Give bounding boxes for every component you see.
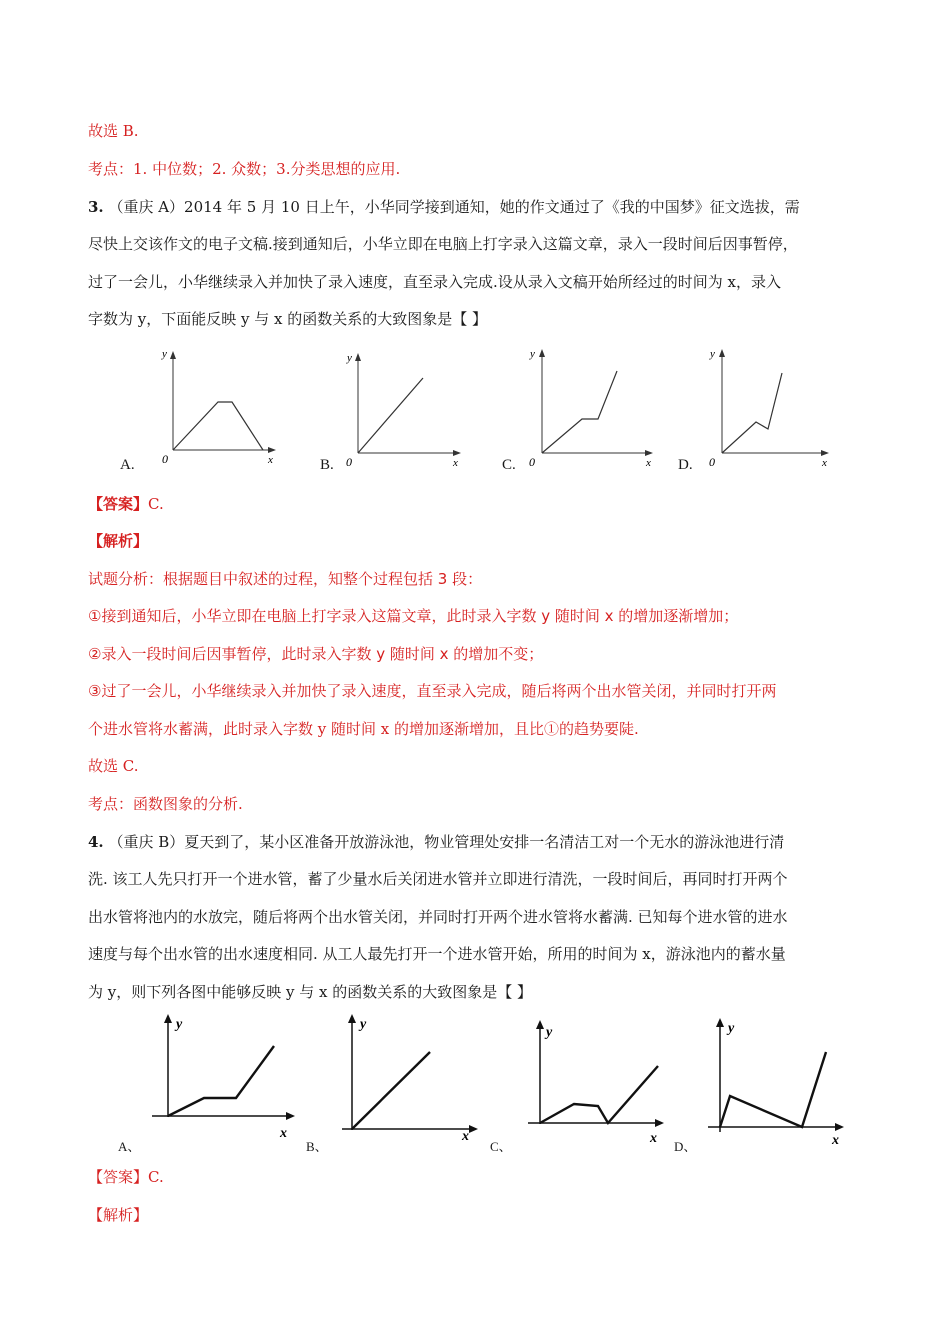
svg-text:x: x — [832, 1133, 839, 1148]
q3-analysis-2: ①接到通知后，小华立即在电脑上打字录入这篇文章，此时录入字数 y 随时间 x 的增加逐渐增加； — [88, 607, 739, 625]
q4-b-curve — [352, 1052, 430, 1129]
q3-graph-a — [118, 345, 278, 479]
q3-kaodian: 考点：函数图象的分析. — [88, 795, 243, 813]
q3-line-1: 3. （重庆 A）2014 年 5 月 10 日上午，小华同学接到通知，她的作文通过了《我的中国梦》征文选拔，需 — [88, 198, 800, 216]
q3-analysis-tag: 【解析】 — [88, 532, 149, 550]
svg-text:x: x — [462, 1129, 469, 1144]
q3-conclusion: 故选 C. — [88, 757, 139, 775]
svg-text:y: y — [176, 1017, 183, 1032]
q4-option-c: C、 — [490, 1139, 512, 1154]
q4-line-2: 洗. 该工人先只打开一个进水管，蓄了少量水后关闭进水管并立即进行清洗，一段时间后，再同时打开两个 — [88, 870, 788, 888]
q3-answer: 【答案】C. — [88, 495, 164, 513]
q3-a-xlabel: x — [268, 454, 273, 466]
svg-text:y: y — [710, 348, 715, 360]
q3-line-3: 过了一会儿，小华继续录入并加快了录入速度，直至录入完成.设从录入文稿开始所经过的时间为 x，录入 — [88, 273, 782, 291]
q4-line-5: 为 y，则下列各图中能够反映 y 与 x 的函数关系的大致图象是【 】 — [88, 983, 533, 1001]
q4-answer: 【答案】C. — [88, 1168, 164, 1186]
q3-a-curve — [173, 402, 263, 450]
q3-b-curve — [358, 378, 423, 453]
q4-graph-b — [304, 1012, 484, 1161]
svg-text:y: y — [360, 1017, 367, 1032]
q3-option-c: C. — [502, 457, 516, 473]
svg-text:x: x — [453, 457, 458, 469]
q3-line-4: 字数为 y，下面能反映 y 与 x 的函数关系的大致图象是【 】 — [88, 310, 488, 328]
q3-graph-c — [500, 345, 660, 479]
q4-option-a: A、 — [118, 1139, 141, 1154]
svg-text:0: 0 — [346, 455, 352, 469]
q3-analysis-3: ②录入一段时间后因事暂停，此时录入字数 y 随时间 x 的增加不变； — [88, 645, 544, 663]
q4-graph-c — [488, 1018, 668, 1162]
q4-number: 4. — [88, 833, 104, 851]
q3-graph-d — [676, 345, 836, 479]
q4-line-1: 4. （重庆 B）夏天到了，某小区准备开放游泳池，物业管理处安排一名清洁工对一个无水的游泳池进行清 — [88, 833, 785, 851]
prev-conclusion: 故选 B. — [88, 122, 139, 140]
q4-graph-a — [116, 1012, 296, 1161]
q4-graph-d — [672, 1016, 852, 1160]
svg-text:y: y — [347, 352, 352, 364]
q3-c-curve — [542, 371, 617, 453]
q3-analysis-1: 试题分析：根据题目中叙述的过程，知整个过程包括 3 段： — [88, 570, 483, 588]
q3-a-ylabel: y — [162, 348, 167, 360]
q4-c-curve — [540, 1066, 658, 1123]
q3-analysis-5: 个进水管将水蓄满，此时录入字数 y 随时间 x 的增加逐渐增加，且比①的趋势要陡. — [88, 720, 639, 738]
svg-text:0: 0 — [709, 455, 715, 469]
svg-text:x: x — [280, 1126, 287, 1141]
svg-text:x: x — [822, 457, 827, 469]
q3-option-d: D. — [678, 457, 693, 473]
svg-text:y: y — [546, 1025, 553, 1040]
svg-text:x: x — [650, 1131, 657, 1146]
prev-kaodian: 考点：1. 中位数；2. 众数；3.分类思想的应用. — [88, 160, 401, 178]
q4-analysis-tag: 【解析】 — [88, 1206, 149, 1224]
q3-line-2: 尽快上交该作文的电子文稿.接到通知后，小华立即在电脑上打字录入这篇文章，录入一段时间后因事暂停， — [88, 235, 798, 253]
svg-text:y: y — [728, 1021, 735, 1036]
q3-option-b: B. — [320, 457, 334, 473]
q3-analysis-4: ③过了一会儿，小华继续录入并加快了录入速度，直至录入完成，随后将两个出水管关闭，并同时打开两 — [88, 682, 777, 700]
q3-a-origin: 0 — [162, 452, 168, 466]
q3-d-curve — [722, 373, 782, 453]
q4-line-3: 出水管将池内的水放完，随后将两个出水管关闭，并同时打开两个进水管将水蓄满. 已知每个进水管的进水 — [88, 908, 788, 926]
q4-a-curve — [168, 1046, 274, 1116]
svg-text:0: 0 — [529, 455, 535, 469]
q3-number: 3. — [88, 198, 104, 216]
q4-d-curve — [720, 1052, 826, 1127]
svg-text:y: y — [530, 348, 535, 360]
q3-graph-b — [318, 345, 468, 479]
q4-line-4: 速度与每个出水管的出水速度相同. 从工人最先打开一个进水管开始，所用的时间为 x，游泳池内的蓄水量 — [88, 945, 786, 963]
q3-option-a: A. — [120, 457, 135, 473]
svg-text:x: x — [646, 457, 651, 469]
q4-option-b: B、 — [306, 1139, 328, 1154]
q4-option-d: D、 — [674, 1139, 697, 1154]
